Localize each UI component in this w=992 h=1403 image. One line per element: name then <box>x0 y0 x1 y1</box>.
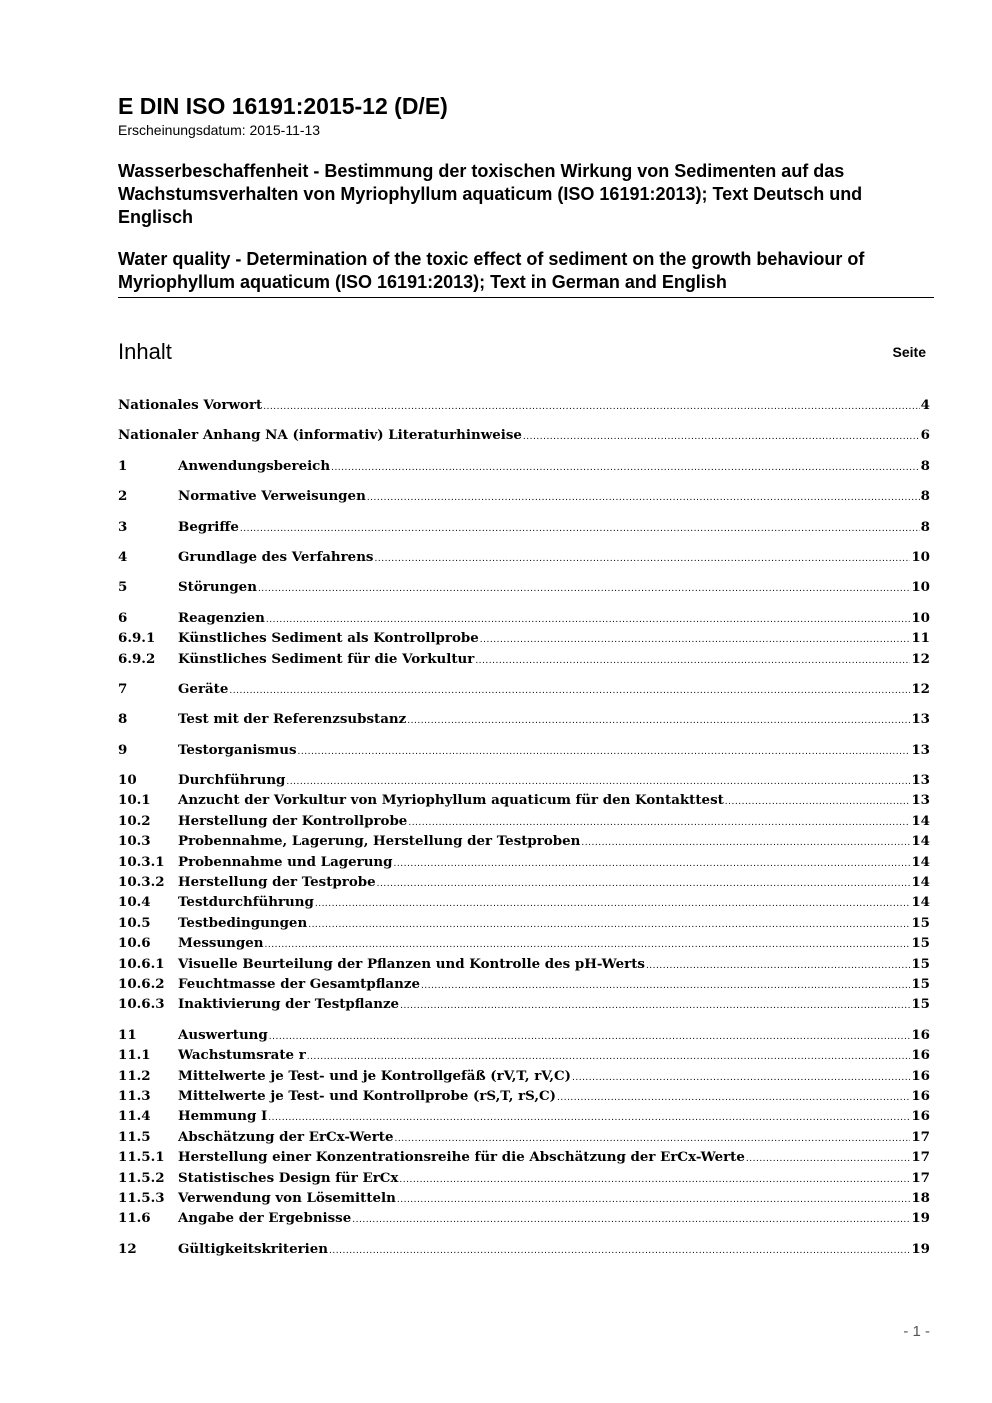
toc-entry[interactable] <box>118 1168 930 1188</box>
toc-entry-title: Probennahme, Lagerung, Herstellung der Testproben <box>178 833 581 850</box>
toc-leader-dots <box>646 956 910 976</box>
toc-entry-page: 8 <box>920 518 930 535</box>
toc-entry-number: 6.9.2 <box>118 650 156 667</box>
title-german: Wasserbeschaffenheit - Bestimmung der toxischen Wirkung von Sedimenten auf das Wachstumsverhalten von Myriophyllum aquaticum (ISO 16191:2013); Text Deutsch und Englisch <box>118 161 863 227</box>
toc-entry-title: Künstliches Sediment für die Vorkultur <box>178 650 475 667</box>
toc-entry[interactable] <box>118 1066 930 1086</box>
toc-entry[interactable] <box>118 994 930 1014</box>
toc-entry[interactable] <box>118 1106 930 1126</box>
toc-leader-dots <box>397 1190 911 1210</box>
title-english: Water quality - Determination of the toxic effect of sediment on the growth behaviour of Myriophyllum aquaticum (ISO 16191:2013); Text in German and English <box>118 249 865 292</box>
toc-entry-page: 17 <box>911 1149 930 1166</box>
toc-leader-dots <box>581 833 910 853</box>
toc-entry-title: Gültigkeitskriterien <box>178 1240 329 1257</box>
toc-entry-number: 2 <box>118 488 128 505</box>
toc-leader-dots <box>407 711 910 731</box>
toc-entry-page: 14 <box>911 894 930 911</box>
toc-entry-page: 13 <box>911 792 930 809</box>
toc-entry[interactable] <box>118 517 930 537</box>
toc-entry-title: Geräte <box>178 680 229 697</box>
toc-leader-dots <box>331 458 920 478</box>
toc-entry[interactable] <box>118 811 930 831</box>
toc-entry[interactable] <box>118 933 930 953</box>
toc-leader-dots <box>421 976 910 996</box>
toc-entry-page: 16 <box>911 1067 930 1084</box>
toc-entry-number: 10.1 <box>118 792 151 809</box>
toc-entry-page: 16 <box>911 1087 930 1104</box>
toc-entry[interactable] <box>118 1239 930 1259</box>
toc-entry-page: 6 <box>920 427 930 444</box>
toc-header <box>118 338 926 368</box>
toc-entry-title: Auswertung <box>178 1026 268 1043</box>
toc-entry-number: 6 <box>118 609 128 626</box>
toc-entry[interactable] <box>118 913 930 933</box>
toc-leader-dots <box>725 792 911 812</box>
toc-entry-title: Messungen <box>178 935 264 952</box>
publication-date: Erscheinungsdatum: 2015-11-13 <box>118 122 321 138</box>
toc-entry-number: 11.5 <box>118 1128 151 1145</box>
toc-entry[interactable] <box>118 974 930 994</box>
toc-entry-page: 10 <box>911 548 930 565</box>
toc-entry-page: 15 <box>911 914 930 931</box>
toc-leader-dots <box>480 630 911 650</box>
toc-entry[interactable] <box>118 892 930 912</box>
toc-entry-number: 11.5.2 <box>118 1169 165 1186</box>
toc-entry-number: 12 <box>118 1240 137 1257</box>
toc-entry[interactable] <box>118 852 930 872</box>
toc-entry[interactable] <box>118 608 930 628</box>
toc-entry-title: Wachstumsrate r <box>178 1047 306 1064</box>
toc-leader-dots <box>315 894 911 914</box>
toc-entry-page: 17 <box>911 1169 930 1186</box>
toc-entry-page: 15 <box>911 955 930 972</box>
toc-entry-title: Herstellung einer Konzentrationsreihe für die Abschätzung der ErCx-Werte <box>178 1149 745 1166</box>
toc-leader-dots <box>377 874 911 894</box>
toc-entry-page: 8 <box>920 488 930 505</box>
toc-entry[interactable] <box>118 1208 930 1228</box>
toc-entry-title: Angabe der Ergebnisse <box>178 1210 352 1227</box>
toc-entry-page: 19 <box>911 1210 930 1227</box>
toc-entry-page: 19 <box>911 1240 930 1257</box>
toc-entry-page: 13 <box>911 741 930 758</box>
toc-entry-page: 12 <box>911 680 930 697</box>
toc-entry-number: 11.6 <box>118 1210 151 1227</box>
title-divider <box>118 297 934 298</box>
toc-entry-number: 10.6 <box>118 935 151 952</box>
toc-entry-title: Hemmung I <box>178 1108 268 1125</box>
toc-leader-dots <box>240 519 920 539</box>
toc-leader-dots <box>269 1027 911 1047</box>
toc-entry-number: 10.5 <box>118 914 151 931</box>
toc-entry-number: 10.6.2 <box>118 975 165 992</box>
toc-entry-number: 8 <box>118 711 128 728</box>
toc-entry-number: 11.1 <box>118 1047 151 1064</box>
table-of-contents <box>118 395 930 1259</box>
toc-entry-number: 10.3.2 <box>118 874 165 891</box>
toc-entry-number: 10.3.1 <box>118 853 165 870</box>
toc-entry-title: Verwendung von Lösemitteln <box>178 1189 396 1206</box>
toc-entry-title: Visuelle Beurteilung der Pflanzen und Kontrolle des pH-Werts <box>178 955 645 972</box>
toc-entry-number: 1 <box>118 457 128 474</box>
toc-entry[interactable] <box>118 425 930 445</box>
toc-entry-page: 13 <box>911 711 930 728</box>
toc-leader-dots <box>746 1149 910 1169</box>
toc-entry-page: 14 <box>911 812 930 829</box>
toc-entry[interactable] <box>118 1086 930 1106</box>
toc-entry-number: 10.6.3 <box>118 996 165 1013</box>
toc-entry[interactable] <box>118 649 930 669</box>
toc-leader-dots <box>263 397 919 417</box>
toc-entry[interactable] <box>118 790 930 810</box>
toc-leader-dots <box>399 1170 910 1190</box>
toc-entry-title: Störungen <box>178 579 257 596</box>
toc-entry[interactable] <box>118 1147 930 1167</box>
toc-leader-dots <box>258 579 910 599</box>
toc-leader-dots <box>400 996 910 1016</box>
document-header <box>118 93 934 294</box>
toc-heading: Inhalt <box>118 339 172 364</box>
toc-entry-number: 10.2 <box>118 812 151 829</box>
toc-entry-page: 10 <box>911 609 930 626</box>
toc-entry-title: Nationales Vorwort <box>118 397 263 413</box>
toc-entry-title: Herstellung der Testprobe <box>178 874 376 891</box>
toc-leader-dots <box>572 1068 910 1088</box>
toc-entry-title: Feuchtmasse der Gesamtpflanze <box>178 975 420 992</box>
toc-entry-number: 10.3 <box>118 833 151 850</box>
toc-entry-number: 11.2 <box>118 1067 151 1084</box>
toc-entry-number: 11.3 <box>118 1087 151 1104</box>
toc-entry-number: 10.4 <box>118 894 151 911</box>
document-id: E DIN ISO 16191:2015-12 (D/E) <box>118 93 448 119</box>
toc-entry[interactable] <box>118 709 930 729</box>
toc-entry-page: 16 <box>911 1108 930 1125</box>
toc-entry[interactable] <box>118 1025 930 1045</box>
toc-entry[interactable] <box>118 831 930 851</box>
toc-entry-number: 7 <box>118 680 128 697</box>
toc-page-column-label: Seite <box>892 344 926 360</box>
toc-entry[interactable] <box>118 770 930 790</box>
toc-entry-title: Anzucht der Vorkultur von Myriophyllum aquaticum für den Kontakttest <box>178 792 724 809</box>
toc-entry-title: Grundlage des Verfahrens <box>178 548 374 565</box>
toc-leader-dots <box>286 772 910 792</box>
toc-entry-number: 5 <box>118 579 128 596</box>
toc-entry[interactable] <box>118 547 930 567</box>
toc-entry-title: Inaktivierung der Testpflanze <box>178 996 400 1013</box>
toc-leader-dots <box>367 488 920 508</box>
toc-entry-number: 9 <box>118 741 128 758</box>
toc-entry-number: 3 <box>118 518 128 535</box>
toc-entry-number: 11 <box>118 1026 137 1043</box>
toc-entry[interactable] <box>118 872 930 892</box>
toc-entry-page: 16 <box>911 1026 930 1043</box>
toc-leader-dots <box>329 1241 910 1261</box>
toc-entry[interactable] <box>118 679 930 699</box>
toc-entry-page: 14 <box>911 833 930 850</box>
toc-entry-page: 4 <box>920 397 930 413</box>
toc-entry-title: Abschätzung der ErCx-Werte <box>178 1128 394 1145</box>
toc-entry-page: 12 <box>911 650 930 667</box>
page-number: - 1 - <box>903 1323 930 1340</box>
toc-leader-dots <box>268 1108 910 1128</box>
toc-entry-title: Normative Verweisungen <box>178 488 366 505</box>
toc-entry[interactable] <box>118 395 930 415</box>
toc-entry-page: 18 <box>911 1189 930 1206</box>
toc-leader-dots <box>352 1210 910 1230</box>
toc-entry[interactable] <box>118 1045 930 1065</box>
toc-entry-page: 15 <box>911 935 930 952</box>
toc-entry-page: 15 <box>911 996 930 1013</box>
toc-entry-title: Mittelwerte je Test- und je Kontrollgefäß (rV,T, rV,C) <box>178 1067 571 1084</box>
toc-entry-number: 11.5.3 <box>118 1189 165 1206</box>
toc-leader-dots <box>475 651 910 671</box>
toc-entry-page: 13 <box>911 772 930 789</box>
toc-entry-title: Künstliches Sediment als Kontrollprobe <box>178 630 479 647</box>
toc-leader-dots <box>408 813 910 833</box>
toc-entry-page: 14 <box>911 853 930 870</box>
toc-entry-title: Statistisches Design für ErCx <box>178 1169 399 1186</box>
toc-leader-dots <box>298 742 911 762</box>
toc-entry-number: 4 <box>118 548 128 565</box>
toc-leader-dots <box>265 935 911 955</box>
toc-entry[interactable] <box>118 740 930 760</box>
toc-leader-dots <box>229 681 910 701</box>
toc-leader-dots <box>307 1047 911 1067</box>
toc-entry-title: Testbedingungen <box>178 914 308 931</box>
toc-entry-title: Herstellung der Kontrollprobe <box>178 812 408 829</box>
toc-leader-dots <box>394 854 911 874</box>
toc-entry-title: Reagenzien <box>178 609 265 626</box>
toc-entry-page: 11 <box>911 630 930 647</box>
toc-leader-dots <box>523 427 920 447</box>
toc-entry-title: Begriffe <box>178 518 239 535</box>
toc-leader-dots <box>266 610 910 630</box>
toc-entry-page: 8 <box>920 457 930 474</box>
toc-entry-title: Durchführung <box>178 772 286 789</box>
toc-entry[interactable] <box>118 628 930 648</box>
toc-entry[interactable] <box>118 954 930 974</box>
toc-entry-page: 15 <box>911 975 930 992</box>
toc-entry[interactable] <box>118 456 930 476</box>
toc-entry[interactable] <box>118 1127 930 1147</box>
toc-entry-title: Anwendungsbereich <box>178 457 331 474</box>
toc-entry-title: Nationaler Anhang NA (informativ) Literaturhinweise <box>118 427 522 444</box>
toc-leader-dots <box>394 1129 910 1149</box>
toc-leader-dots <box>557 1088 910 1108</box>
toc-entry-title: Test mit der Referenzsubstanz <box>178 711 407 728</box>
toc-entry[interactable] <box>118 577 930 597</box>
toc-entry-number: 10 <box>118 772 137 789</box>
toc-entry-number: 10.6.1 <box>118 955 165 972</box>
toc-entry-title: Mittelwerte je Test- und Kontrollprobe (rS,T, rS,C) <box>178 1087 556 1104</box>
toc-entry[interactable] <box>118 1188 930 1208</box>
toc-entry-page: 10 <box>911 579 930 596</box>
toc-leader-dots <box>374 549 910 569</box>
toc-entry-number: 6.9.1 <box>118 630 156 647</box>
toc-entry-number: 11.5.1 <box>118 1149 165 1166</box>
toc-entry-title: Probennahme und Lagerung <box>178 853 393 870</box>
toc-entry-number: 11.4 <box>118 1108 151 1125</box>
toc-leader-dots <box>308 915 910 935</box>
toc-entry-page: 14 <box>911 874 930 891</box>
toc-entry-title: Testdurchführung <box>178 894 314 911</box>
toc-entry-title: Testorganismus <box>178 741 297 758</box>
toc-entry[interactable] <box>118 486 930 506</box>
toc-entry-page: 17 <box>911 1128 930 1145</box>
toc-entry-page: 16 <box>911 1047 930 1064</box>
